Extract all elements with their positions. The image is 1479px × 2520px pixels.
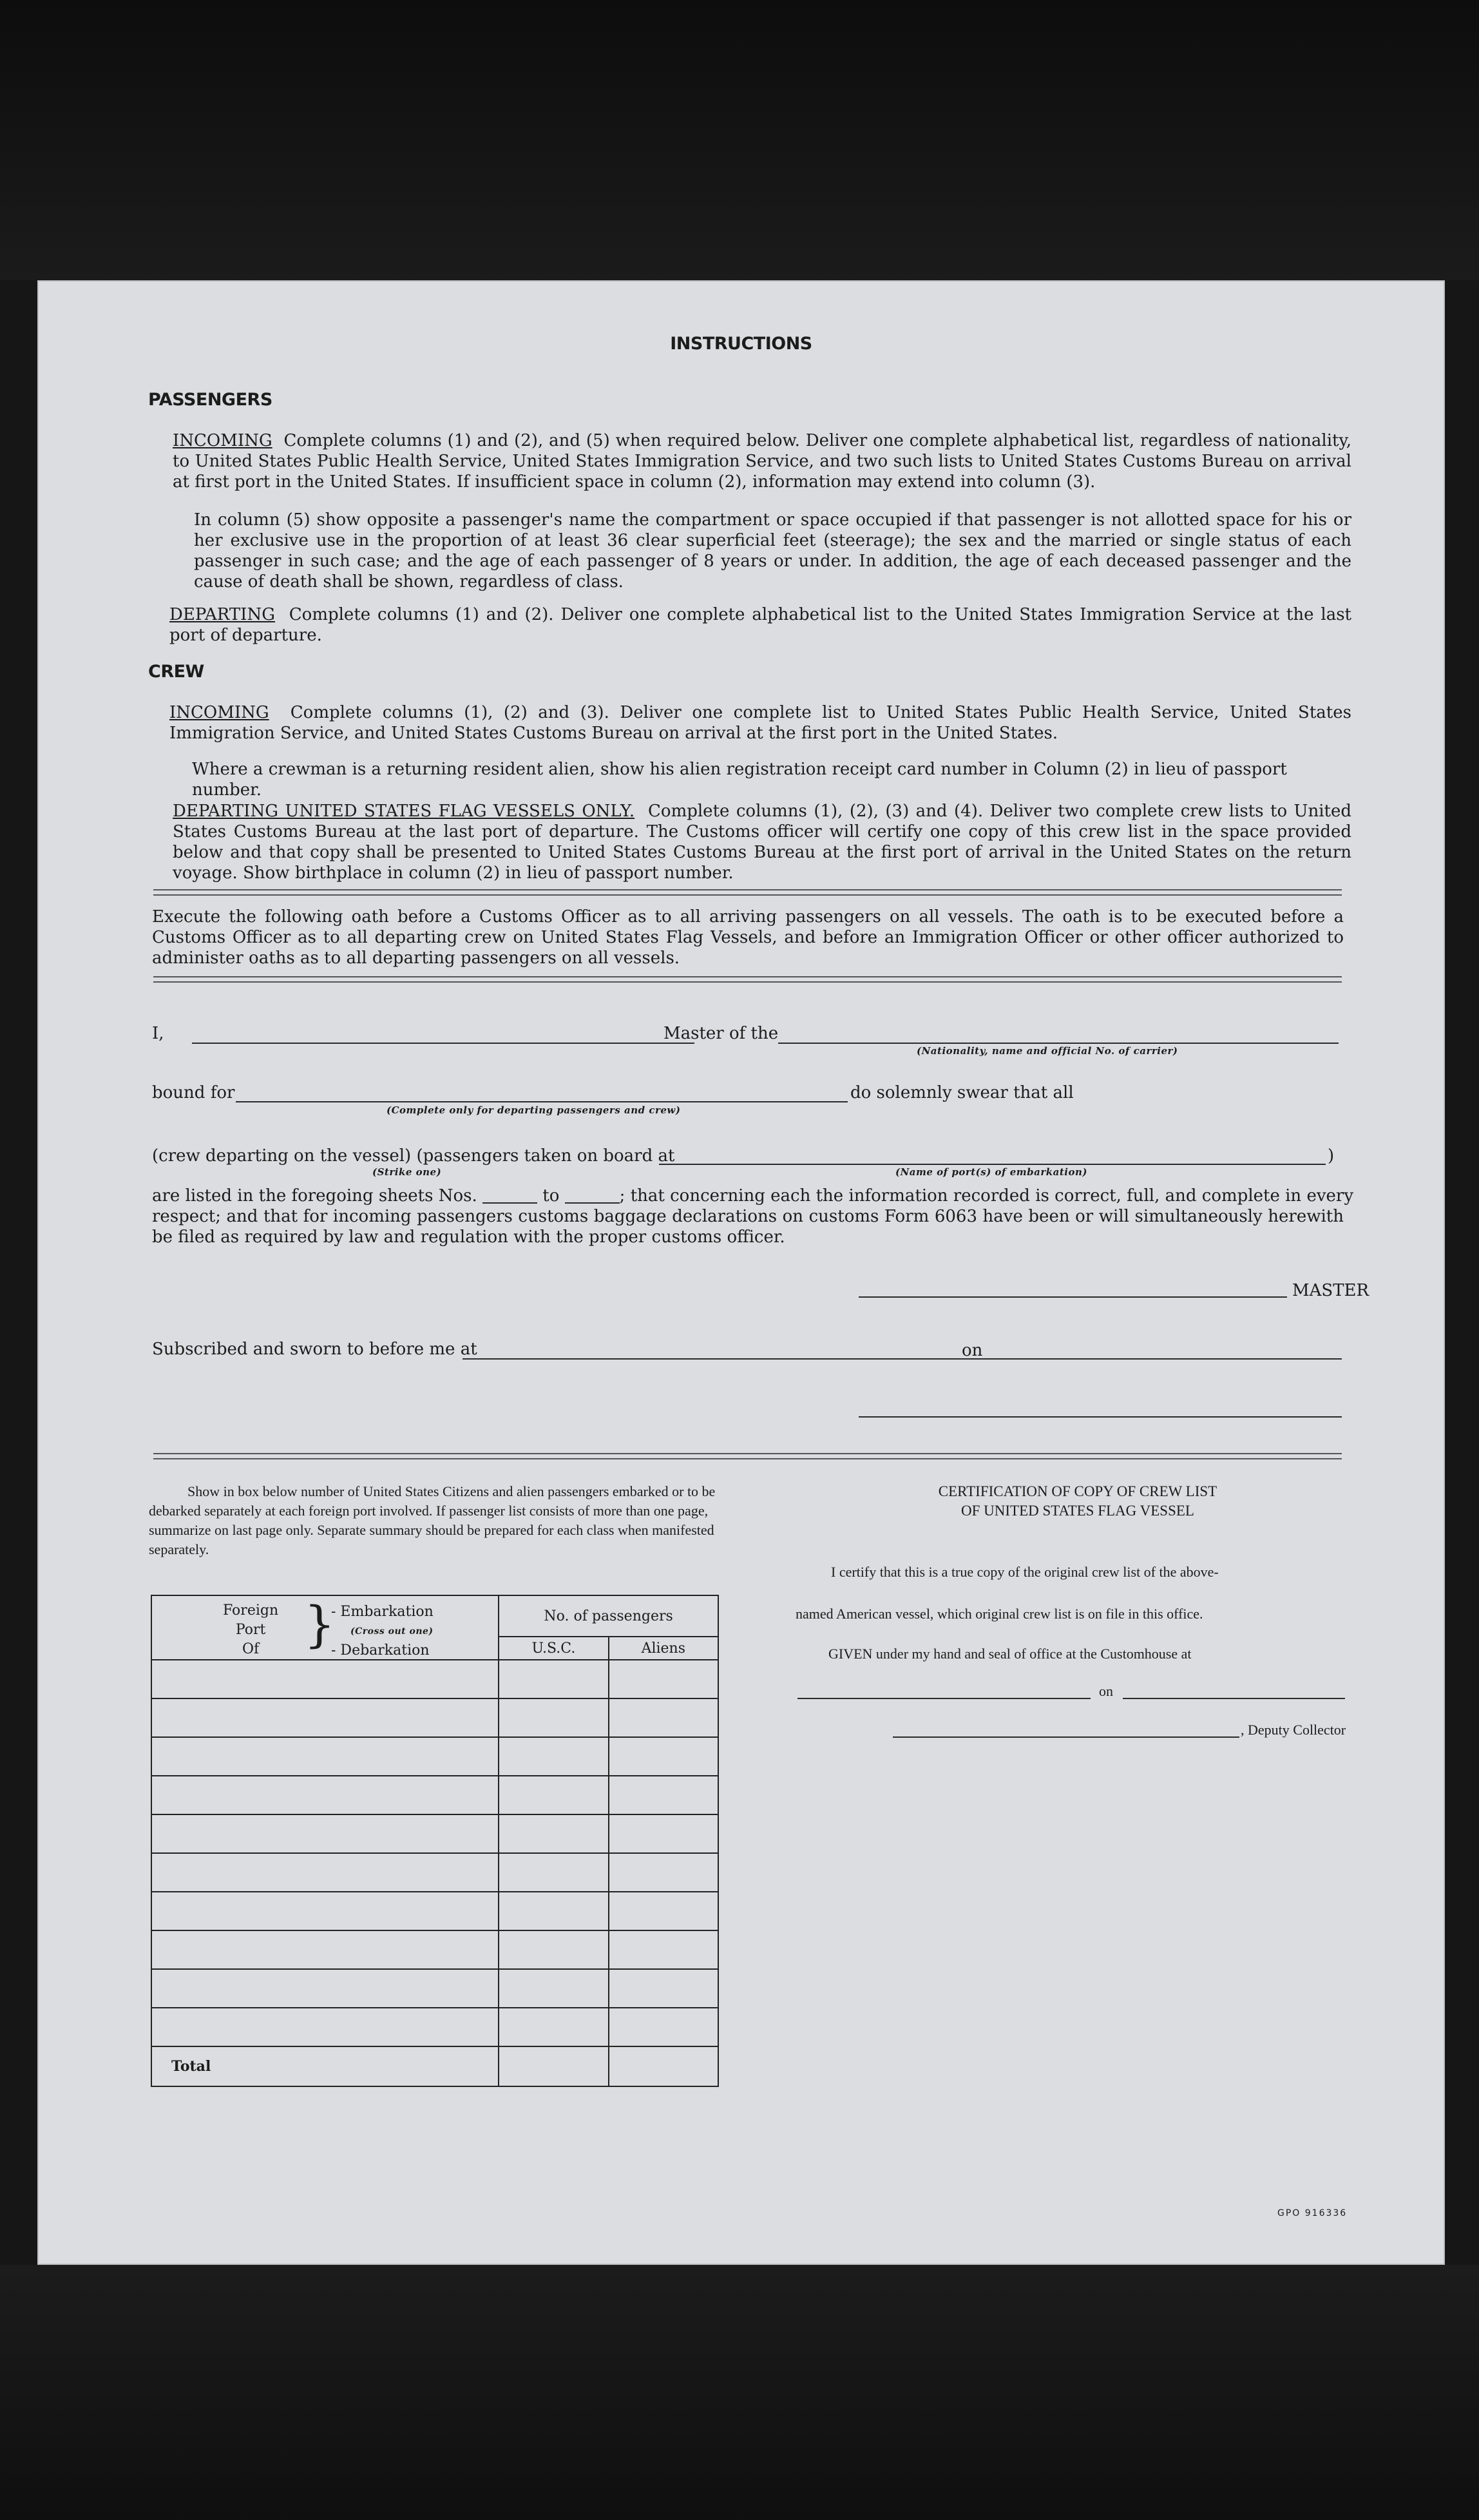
crew-heading: CREW xyxy=(148,662,204,682)
close-paren: ) xyxy=(1328,1146,1335,1166)
cert-date-field[interactable] xyxy=(1123,1698,1345,1699)
no-passengers-header: No. of passengers xyxy=(499,1595,718,1637)
table-row xyxy=(151,1969,718,2008)
usc-cell[interactable] xyxy=(499,1892,608,1930)
table-row xyxy=(151,1737,718,1776)
passengers-incoming-label: INCOMING xyxy=(173,431,272,450)
nationality-caption: (Nationality, name and official No. of carrier) xyxy=(917,1045,1178,1057)
bound-for-label: bound for xyxy=(152,1083,235,1102)
sworn-place-field[interactable] xyxy=(463,1358,998,1360)
destination-field[interactable] xyxy=(236,1101,848,1102)
oath-instructions: Execute the following oath before a Customs Officer as to all arriving passengers on all vessels. The oath is to be executed before a Customs Officer as to all departing crew on United States Flag Vessels, and before an Immigration Officer or other officer authorized to administer oaths as to all departing passengers on all vessels. xyxy=(152,907,1344,968)
scan-border-top xyxy=(0,0,1479,280)
sheet-to-field[interactable] xyxy=(565,1202,620,1204)
table-row xyxy=(151,1892,718,1930)
cross-out-label: (Cross out one) xyxy=(350,1626,434,1637)
usc-header: U.S.C. xyxy=(499,1637,608,1660)
table-row xyxy=(151,1930,718,1969)
table-row xyxy=(151,1776,718,1814)
crew-incoming-text: Complete columns (1), (2) and (3). Deliver one complete list to United States Public Health Service, United States Immigration Service, and United States Customs Bureau on arrival at the first port in the United States. xyxy=(169,703,1351,743)
aliens-cell[interactable] xyxy=(609,1776,718,1814)
deputy-collector-signature-field[interactable] xyxy=(893,1736,1239,1738)
port-cell[interactable] xyxy=(151,1969,499,2008)
passengers-incoming-paragraph xyxy=(173,430,1351,492)
table-row xyxy=(151,1853,718,1892)
usc-cell[interactable] xyxy=(499,2008,608,2046)
total-usc-cell[interactable] xyxy=(499,2046,608,2086)
master-name-field[interactable] xyxy=(192,1043,694,1044)
to-label: to xyxy=(542,1186,560,1206)
of-label: Of xyxy=(242,1641,260,1657)
certification-title xyxy=(797,1482,1358,1521)
passengers-column5-paragraph: In column (5) show opposite a passenger's name the compartment or space occupied if that passenger is not allotted space for his or her exclusive use in the proportion of at least 36 clear superficial feet (steerage); the sex and the married or single status of each passenger in such case; and the age of each passenger of 8 years or under. In addition, the age of each deceased passenger and the cause of death shall be shown, regardless of class. xyxy=(194,510,1351,592)
crew-departing-label: DEPARTING UNITED STATES FLAG VESSELS ONLY. xyxy=(173,802,635,821)
usc-cell[interactable] xyxy=(499,1698,608,1737)
usc-cell[interactable] xyxy=(499,1969,608,2008)
usc-cell[interactable] xyxy=(499,1737,608,1776)
box-instructions: Show in box below number of United States Citizens and alien passengers embarked or to be debarked separately at each foreign port involved. If passenger list consists of more than one page, summarize on last page only. Separate summary should be prepared for each class when manifested separately. xyxy=(149,1483,716,1557)
crew-incoming-paragraph xyxy=(169,702,1351,744)
port-cell[interactable] xyxy=(151,1698,499,1737)
debarkation-label: - Debarkation xyxy=(331,1642,430,1659)
port-cell[interactable] xyxy=(151,1930,499,1969)
sheet-from-field[interactable] xyxy=(482,1202,537,1204)
aliens-cell[interactable] xyxy=(609,1853,718,1892)
do-swear-label: do solemnly swear that all xyxy=(850,1083,1074,1102)
ports-table xyxy=(151,1595,719,2087)
certify-line2: named American vessel, which original crew list is on file in this office. xyxy=(796,1606,1203,1622)
subscribed-label: Subscribed and sworn to before me at xyxy=(152,1340,477,1359)
usc-cell[interactable] xyxy=(499,1660,608,1698)
total-aliens-cell[interactable] xyxy=(609,2046,718,2086)
aliens-cell[interactable] xyxy=(609,1737,718,1776)
aliens-cell[interactable] xyxy=(609,2008,718,2046)
passengers-incoming-text: Complete columns (1) and (2), and (5) when required below. Deliver one complete alphabetical list, regardless of nationality, to United States Public Health Service, United States Immigration Service, and two such lists to United States Customs Bureau on arrival at first port in the United States. If insufficient space in column (2), information may extend into column (3). xyxy=(173,431,1351,492)
port-header-cell xyxy=(151,1595,499,1660)
crew-departing-text: Complete columns (1), (2), (3) and (4). Deliver two complete crew lists to United States Customs Bureau at the last port of departure. The Customs officer will certify one copy of this crew list in the space provided below and that copy shall be presented to United States Customs Bureau at the first port of arrival in the United States on the return voyage. Show birthplace in column (2) in lieu of passport number. xyxy=(173,802,1351,883)
oath-i-label: I, xyxy=(152,1024,164,1043)
aliens-header: Aliens xyxy=(609,1637,718,1660)
port-caption: (Name of port(s) of embarkation) xyxy=(895,1166,1087,1178)
aliens-cell[interactable] xyxy=(609,1814,718,1853)
master-of-the-label: Master of the xyxy=(663,1024,779,1043)
complete-only-caption: (Complete only for departing passengers and crew) xyxy=(386,1104,681,1116)
master-label: MASTER xyxy=(1292,1281,1369,1300)
strike-one-caption: (Strike one) xyxy=(372,1166,442,1178)
aliens-cell[interactable] xyxy=(609,1930,718,1969)
certification-title-line1: CERTIFICATION OF COPY OF CREW LIST xyxy=(938,1483,1217,1499)
table-row xyxy=(151,2008,718,2046)
total-label: Total xyxy=(151,2046,499,2086)
aliens-cell[interactable] xyxy=(609,1892,718,1930)
port-cell[interactable] xyxy=(151,1737,499,1776)
carrier-field[interactable] xyxy=(778,1043,1339,1044)
section-divider xyxy=(153,976,1342,983)
section-divider xyxy=(153,1453,1342,1459)
form-page xyxy=(37,280,1445,2265)
customhouse-field[interactable] xyxy=(797,1698,1091,1699)
aliens-cell[interactable] xyxy=(609,1660,718,1698)
port-cell[interactable] xyxy=(151,1853,499,1892)
port-cell[interactable] xyxy=(151,1776,499,1814)
master-signature-field[interactable] xyxy=(859,1296,1287,1298)
embarkation-label: - Embarkation xyxy=(331,1604,434,1620)
passengers-departing-paragraph xyxy=(169,604,1351,646)
listed-in-line xyxy=(152,1186,1353,1206)
certify-line1: I certify that this is a true copy of the original crew list of the above- xyxy=(831,1564,1219,1580)
deputy-collector-label: , Deputy Collector xyxy=(1241,1722,1346,1738)
listed-in-label: are listed in the foregoing sheets Nos. xyxy=(152,1186,477,1206)
certification-title-line2: OF UNITED STATES FLAG VESSEL xyxy=(961,1503,1194,1519)
table-row xyxy=(151,1814,718,1853)
port-cell[interactable] xyxy=(151,1814,499,1853)
table-row xyxy=(151,1698,718,1737)
port-cell[interactable] xyxy=(151,1892,499,1930)
cert-on-label: on xyxy=(1099,1683,1113,1699)
foreign-label: Foreign xyxy=(223,1602,279,1619)
brace-icon: } xyxy=(304,1595,336,1653)
crew-departing-paragraph xyxy=(173,801,1351,883)
page-title: INSTRUCTIONS xyxy=(670,334,812,354)
usc-cell[interactable] xyxy=(499,1930,608,1969)
gpo-code: GPO 916336 xyxy=(1277,2208,1348,2218)
port-label: Port xyxy=(235,1622,266,1638)
passengers-heading: PASSENGERS xyxy=(148,390,272,410)
aliens-cell[interactable] xyxy=(609,1969,718,2008)
crew-departing-label: (crew departing on the vessel) (passengers taken on board at xyxy=(152,1146,675,1166)
aliens-cell[interactable] xyxy=(609,1698,718,1737)
concerning-text: ; that concerning each the information recorded is correct, full, and complete in every xyxy=(619,1186,1354,1206)
port-cell[interactable] xyxy=(151,1660,499,1698)
table-row xyxy=(151,1660,718,1698)
embarkation-port-field[interactable] xyxy=(659,1164,1326,1165)
respect-paragraph: respect; and that for incoming passengers customs baggage declarations on customs Form 6063 have been or will simultaneously herewith be filed as required by law and regulation with the proper customs officer. xyxy=(152,1207,1344,1247)
usc-cell[interactable] xyxy=(499,1776,608,1814)
usc-cell[interactable] xyxy=(499,1853,608,1892)
usc-cell[interactable] xyxy=(499,1814,608,1853)
section-divider xyxy=(153,889,1342,896)
sworn-date-field[interactable] xyxy=(989,1358,1342,1360)
crew-resident-paragraph: Where a crewman is a returning resident alien, show his alien registration receipt card number in Column (2) in lieu of passport number. xyxy=(192,760,1287,800)
crew-incoming-label: INCOMING xyxy=(169,703,269,722)
port-cell[interactable] xyxy=(151,2008,499,2046)
scan-border-bottom xyxy=(0,2265,1479,2520)
passengers-departing-text: Complete columns (1) and (2). Deliver one complete alphabetical list to the United States Immigration Service at the last port of departure. xyxy=(169,605,1351,645)
passengers-departing-label: DEPARTING xyxy=(169,605,275,624)
given-line: GIVEN under my hand and seal of office at the Customhouse at xyxy=(828,1646,1192,1662)
sworn-on-label: on xyxy=(962,1341,983,1360)
officer-signature-field[interactable] xyxy=(859,1416,1342,1418)
total-row xyxy=(151,2046,718,2086)
